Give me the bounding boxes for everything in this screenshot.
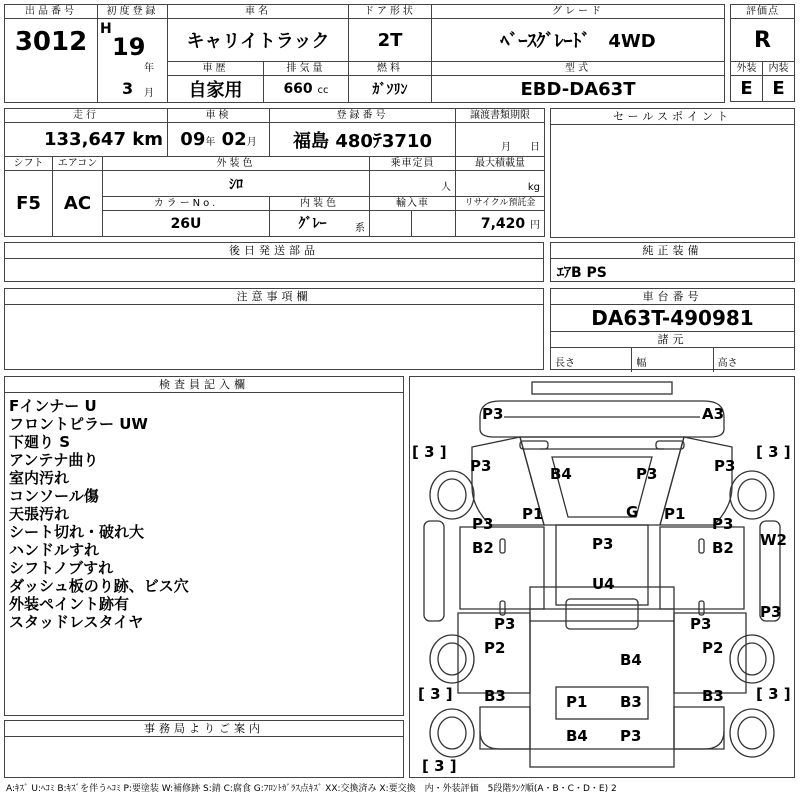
inspector-label: 検査員記入欄 xyxy=(5,377,403,393)
later-parts-section xyxy=(4,242,544,282)
chassis-label: 車台番号 xyxy=(551,289,794,305)
color-no-label: カラーNo. xyxy=(103,197,270,211)
damage-mark: W2 xyxy=(760,531,787,549)
mileage-unit: km xyxy=(132,129,163,150)
inspection-year-unit: 年 xyxy=(205,137,216,148)
door-label: ドア形状 xyxy=(349,5,432,19)
damage-mark: B4 xyxy=(550,465,572,483)
first-reg-label: 初度登録 xyxy=(98,5,168,19)
inspector-note: 室内汚れ xyxy=(9,469,70,487)
damage-mark: B4 xyxy=(566,727,588,745)
transfer-day-unit: 日 xyxy=(530,142,541,153)
inspector-note: 天張汚れ xyxy=(9,505,70,523)
recycle-unit: 円 xyxy=(530,219,541,231)
damage-diagram xyxy=(409,376,795,778)
vehicle-detail-grid xyxy=(4,108,545,237)
rear-bumper xyxy=(480,731,724,749)
displacement-unit: cc xyxy=(317,85,329,96)
history-label: 車歴 xyxy=(168,62,264,76)
later-parts-label: 後日発送部品 xyxy=(5,243,543,259)
transfer-month-unit: 月 xyxy=(500,142,511,153)
grade-label: グレード xyxy=(432,5,725,19)
ext-color-label: 外装色 xyxy=(103,157,370,171)
front-left-tire xyxy=(430,471,474,519)
load-label: 最大積載量 xyxy=(456,157,545,171)
inspection-label: 車検 xyxy=(168,109,270,123)
height-label: 高さ xyxy=(717,358,738,369)
fuel-label: 燃料 xyxy=(349,62,432,76)
damage-mark: U4 xyxy=(592,575,615,593)
top-bar xyxy=(532,382,672,394)
cab-front xyxy=(520,437,684,525)
inspector-note: シフトノブすれ xyxy=(9,559,114,577)
damage-mark: [ 3 ] xyxy=(418,685,453,703)
caution-section xyxy=(4,288,544,370)
width-label: 幅 xyxy=(632,348,713,372)
car-history: 自家用 xyxy=(168,76,264,103)
inspector-note: Fインナー U xyxy=(9,397,97,415)
interior-label: 内装 xyxy=(763,62,795,76)
int-color-unit: 系 xyxy=(355,223,365,234)
left-side-mirror xyxy=(424,521,444,621)
damage-mark: B3 xyxy=(620,693,642,711)
specs-row xyxy=(551,348,794,372)
lot-no-label: 出品番号 xyxy=(5,5,98,19)
month-unit: 月 xyxy=(144,87,154,99)
damage-mark: P2 xyxy=(702,639,724,657)
damage-mark: G xyxy=(626,503,639,521)
rear-window xyxy=(566,599,638,629)
damage-mark: B3 xyxy=(702,687,724,705)
equipment-section xyxy=(550,242,795,282)
inspector-notes-section xyxy=(4,376,404,716)
inspector-note: スタッドレスタイヤ xyxy=(9,613,144,631)
first-reg-year: 19 xyxy=(112,33,146,61)
int-color: ｸﾞﾚｰ xyxy=(298,216,327,232)
chassis-number: DA63T-490981 xyxy=(551,305,794,332)
sales-point-label: セールスポイント xyxy=(551,109,794,125)
mileage-cell xyxy=(5,123,168,157)
damage-mark: P3 xyxy=(494,615,516,633)
load-unit: kg xyxy=(456,171,545,197)
ext-color: ｼﾛ xyxy=(103,171,370,197)
capacity-label: 乗車定員 xyxy=(370,157,456,171)
office-section xyxy=(4,720,404,778)
interior-grade: E xyxy=(763,76,795,102)
damage-mark: B2 xyxy=(472,539,494,557)
plate-label: 登録番号 xyxy=(270,109,456,123)
exterior-grade: E xyxy=(731,76,763,102)
damage-mark: B3 xyxy=(484,687,506,705)
damage-mark: P3 xyxy=(636,465,658,483)
spare-right-tire xyxy=(730,709,774,757)
int-color-cell xyxy=(270,211,370,237)
inspection-month: 02 xyxy=(221,129,247,150)
rear-right-panel xyxy=(674,707,724,749)
import-label: 輸入車 xyxy=(370,197,456,211)
damage-mark: P3 xyxy=(620,727,642,745)
damage-mark: A3 xyxy=(702,405,725,423)
right-headlight xyxy=(656,441,684,449)
caution-label: 注意事項欄 xyxy=(5,289,543,305)
damage-mark: P1 xyxy=(566,693,588,711)
score: R xyxy=(731,19,795,62)
first-reg-year-cell xyxy=(98,19,168,76)
front-right-tire xyxy=(730,471,774,519)
color-number: 26U xyxy=(103,211,270,237)
car-name-label: 車名 xyxy=(168,5,349,19)
year-unit: 年 xyxy=(144,63,154,74)
front-bumper xyxy=(480,401,724,437)
damage-mark: P3 xyxy=(760,603,782,621)
office-label: 事務局よりご案内 xyxy=(5,721,403,737)
damage-mark: P3 xyxy=(482,405,504,423)
score-grid xyxy=(730,4,795,102)
spare-left-tire xyxy=(430,709,474,757)
transfer-label: 譲渡書類期限 xyxy=(456,109,545,123)
era: H xyxy=(100,21,112,37)
equipment-label: 純正装備 xyxy=(551,243,794,259)
transfer-date-cell xyxy=(456,123,545,157)
chassis-section xyxy=(550,288,795,370)
recycle-amount: 7,420 xyxy=(480,215,526,232)
shift-label: シフト xyxy=(5,157,53,171)
inspector-note: アンテナ曲り xyxy=(9,451,99,469)
damage-mark: P3 xyxy=(592,535,614,553)
first-reg-month: 3 xyxy=(122,78,134,98)
inspector-note: 外装ペイント跡有 xyxy=(9,595,130,613)
displacement-label: 排気量 xyxy=(264,62,349,76)
capacity-unit: 人 xyxy=(370,171,456,197)
inspector-note: ハンドルすれ xyxy=(9,541,100,559)
damage-mark: P1 xyxy=(522,505,544,523)
plate-number: 福島 480ﾃ3710 xyxy=(270,123,456,157)
rear-left-panel xyxy=(480,707,530,749)
mileage: 133,647 xyxy=(44,129,126,150)
int-color-label: 内装色 xyxy=(270,197,370,211)
damage-mark: B4 xyxy=(620,651,642,669)
grade: ﾍﾞｰｽｸﾞﾚｰﾄﾞ 4WD xyxy=(432,19,725,62)
first-reg-month-cell xyxy=(98,76,168,103)
inspector-note: 下廻り S xyxy=(9,433,71,451)
exterior-label: 外装 xyxy=(731,62,763,76)
inspector-note: シート切れ・破れ大 xyxy=(9,523,145,541)
equipment-value: ｴｱB PS xyxy=(557,265,607,281)
inspector-note: ダッシュ板のり跡、ビス穴 xyxy=(9,577,189,595)
shift: F5 xyxy=(5,171,53,237)
inspector-note: コンソール傷 xyxy=(9,487,99,505)
import-cell-b xyxy=(412,211,456,237)
header-grid xyxy=(4,4,725,103)
damage-mark: [ 3 ] xyxy=(412,443,447,461)
inspection-month-unit: 月 xyxy=(246,137,257,148)
lot-number: 3012 xyxy=(5,19,98,103)
damage-mark: P2 xyxy=(484,639,506,657)
inspector-notes-list xyxy=(5,393,403,631)
damage-mark: P3 xyxy=(472,515,494,533)
mileage-label: 走行 xyxy=(5,109,168,123)
left-headlight xyxy=(520,441,548,449)
damage-mark: [ 3 ] xyxy=(756,443,791,461)
air-conditioner: AC xyxy=(53,171,103,237)
sales-point-section xyxy=(550,108,795,238)
truck-bed xyxy=(530,587,674,767)
specs-label: 諸元 xyxy=(551,332,794,348)
damage-mark: P1 xyxy=(664,505,686,523)
inspection-cell xyxy=(168,123,270,157)
inspection-year: 09 xyxy=(180,129,206,150)
rear-right-tire xyxy=(730,635,774,683)
damage-legend: A:ｷｽﾞ U:ﾍｺﾐ B:ｷｽﾞを伴うﾍｺﾐ P:要塗装 W:補修跡 S:錆 C:腐食 G:ﾌﾛﾝﾄｶﾞﾗｽ点ｷｽﾞ XX:交換済み X:要交換 内・外装評価 5段階ﾗﾝｸ順(A・B・C・D・E) 2 xyxy=(6,784,617,794)
displacement-cell xyxy=(264,76,349,103)
displacement: 660 xyxy=(283,81,313,97)
damage-mark: [ 3 ] xyxy=(422,757,457,775)
score-label: 評価点 xyxy=(731,5,795,19)
recycle-cell xyxy=(456,211,545,237)
model-label: 型式 xyxy=(432,62,725,76)
car-name: キャリイトラック xyxy=(168,19,349,62)
damage-mark: P3 xyxy=(690,615,712,633)
rear-left-tire xyxy=(430,635,474,683)
model-code: EBD-DA63T xyxy=(432,76,725,103)
damage-mark: [ 3 ] xyxy=(756,685,791,703)
fuel: ｶﾞｿﾘﾝ xyxy=(349,76,432,103)
door-type: 2T xyxy=(349,19,432,62)
inspector-note: フロントピラー UW xyxy=(9,415,148,433)
length-label: 長さ xyxy=(551,348,632,372)
recycle-label: リサイクル預託金 xyxy=(456,197,545,211)
damage-mark: P3 xyxy=(714,457,736,475)
damage-mark: P3 xyxy=(470,457,492,475)
damage-mark: P3 xyxy=(712,515,734,533)
import-cell-a xyxy=(370,211,412,237)
damage-mark: B2 xyxy=(712,539,734,557)
ac-label: エアコン xyxy=(53,157,103,171)
